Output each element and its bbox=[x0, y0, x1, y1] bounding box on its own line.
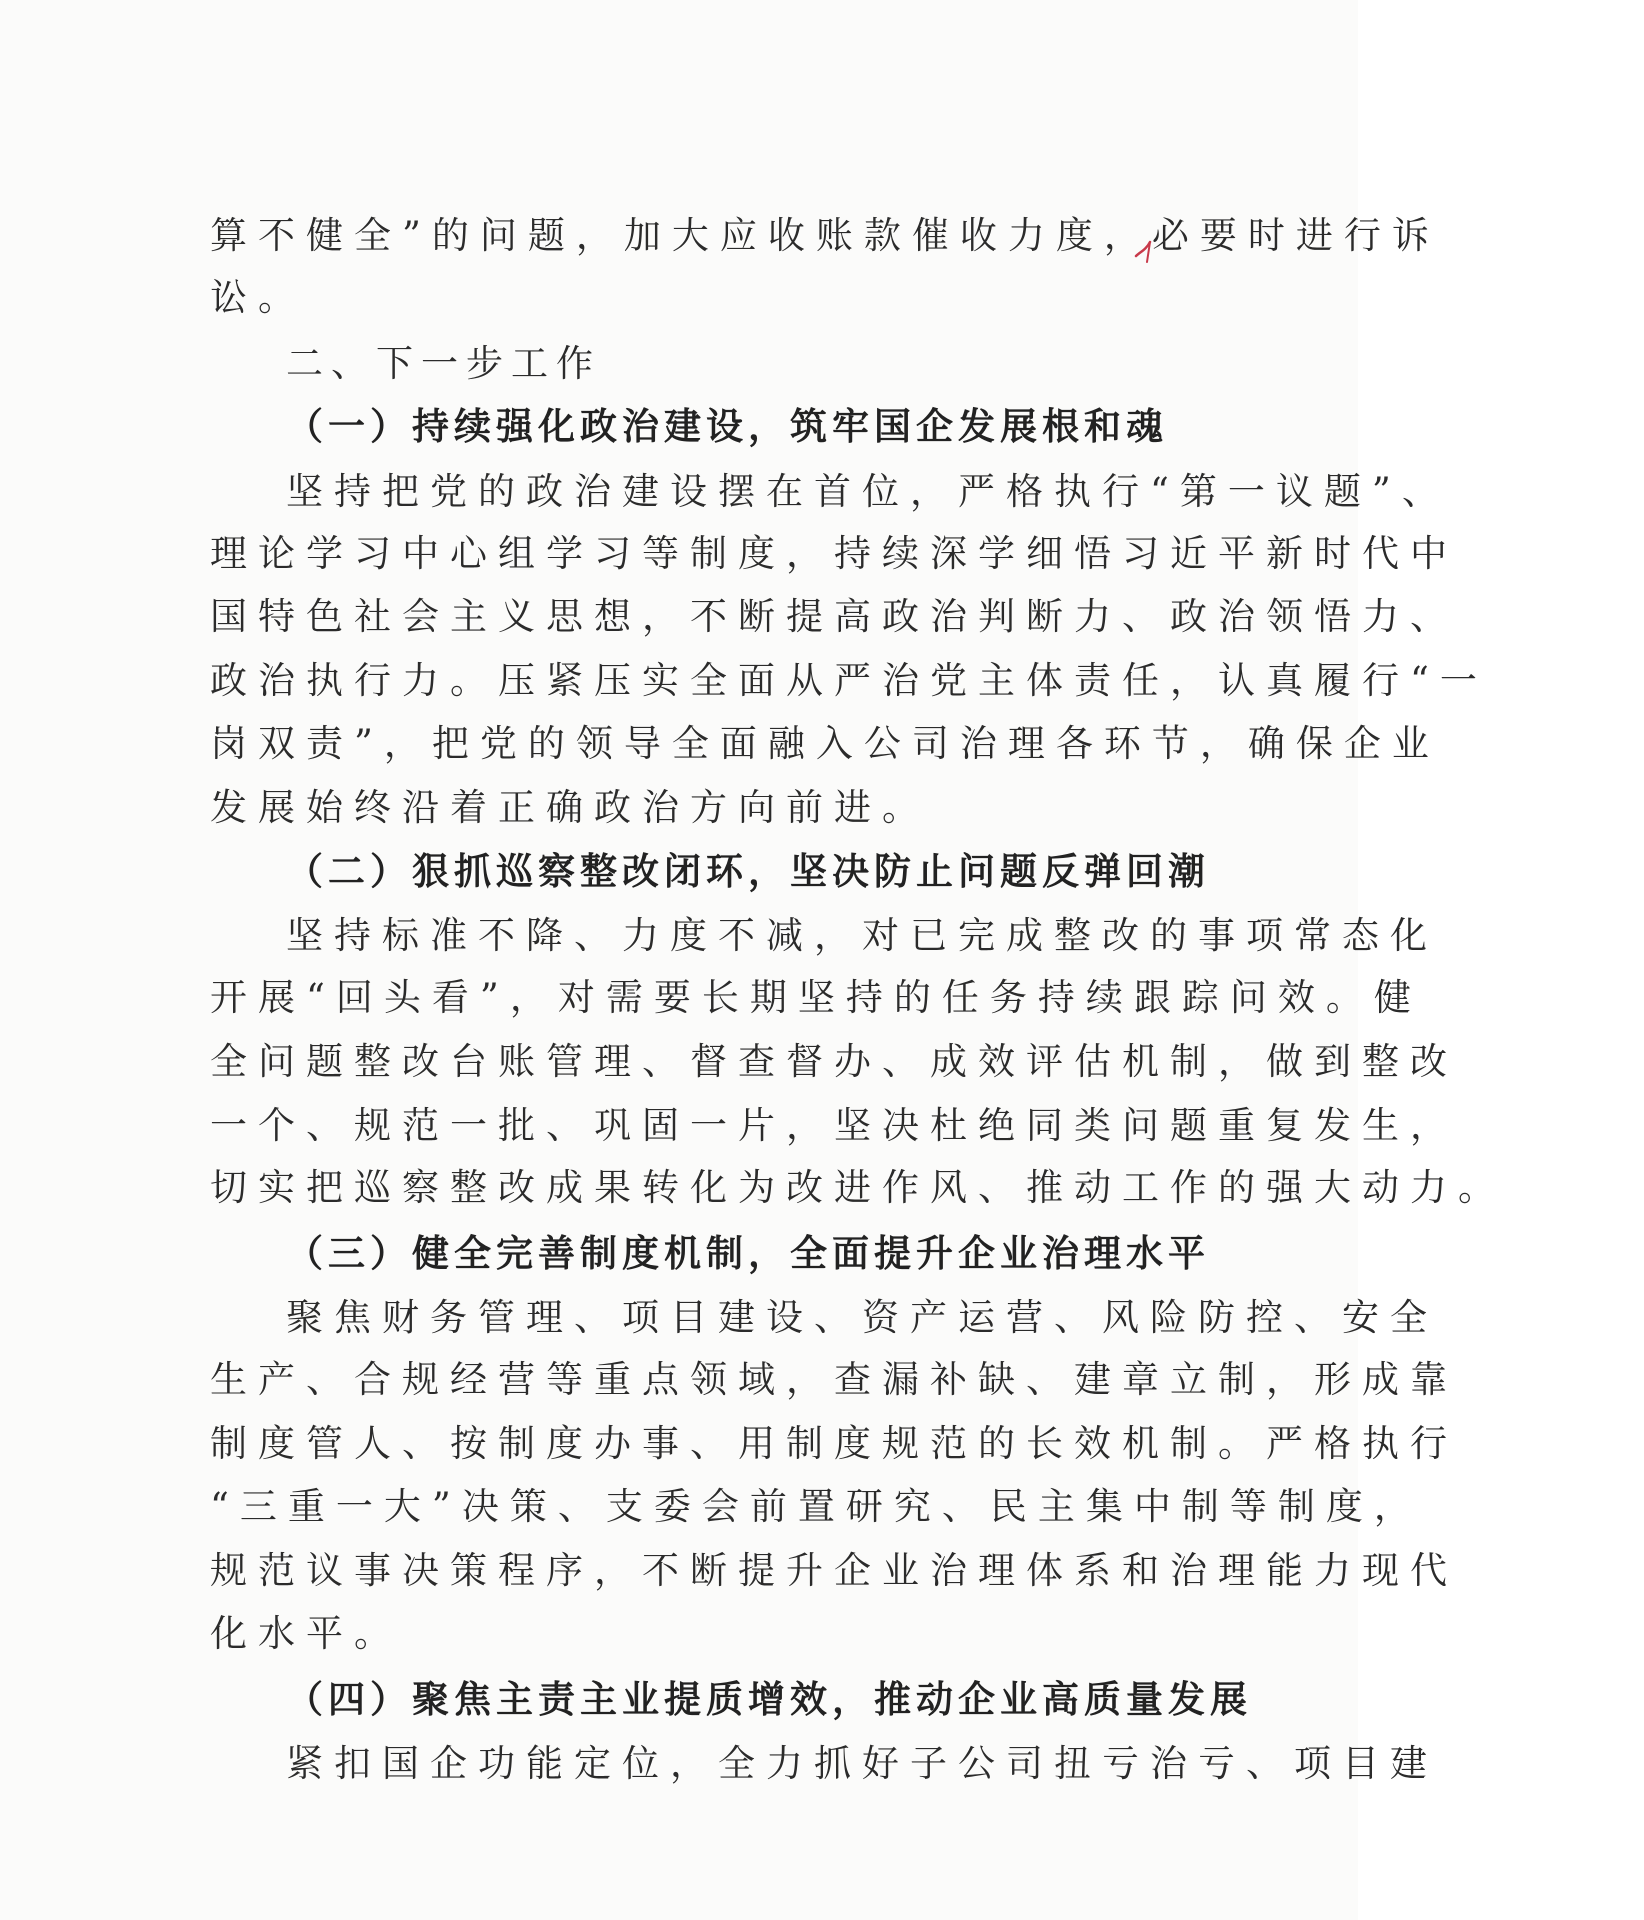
subsection-heading: （一）持续强化政治建设，筑牢国企发展根和魂 bbox=[286, 405, 1168, 448]
subsection-heading: （四）聚焦主责主业提质增效，推动企业高质量发展 bbox=[286, 1678, 1252, 1721]
body-line: 开展“回头看”，对需要长期坚持的任务持续跟踪问效。健 bbox=[210, 976, 1422, 1019]
body-line: 理论学习中心组学习等制度，持续深学细悟习近平新时代中 bbox=[210, 532, 1458, 575]
body-line: 算不健全”的问题，加大应收账款催收力度，必要时进行诉 bbox=[210, 214, 1440, 257]
body-line: 国特色社会主义思想，不断提高政治判断力、政治领悟力、 bbox=[210, 595, 1458, 638]
body-line: 化水平。 bbox=[210, 1612, 402, 1655]
body-line: 规范议事决策程序，不断提升企业治理体系和治理能力现代 bbox=[210, 1549, 1458, 1592]
body-line: “三重一大”决策、支委会前置研究、民主集中制等制度， bbox=[210, 1485, 1422, 1528]
body-line: 岗双责”，把党的领导全面融入公司治理各环节，确保企业 bbox=[210, 722, 1440, 765]
body-line: 切实把巡察整改成果转化为改进作风、推动工作的强大动力。 bbox=[210, 1166, 1506, 1209]
body-line: 聚焦财务管理、项目建设、资产运营、风险防控、安全 bbox=[286, 1296, 1438, 1339]
subsection-heading: （二）狠抓巡察整改闭环，坚决防止问题反弹回潮 bbox=[286, 850, 1210, 893]
body-line: 发展始终沿着正确政治方向前进。 bbox=[210, 786, 930, 829]
subsection-heading: （三）健全完善制度机制，全面提升企业治理水平 bbox=[286, 1232, 1210, 1275]
body-line: 全问题整改台账管理、督查督办、成效评估机制，做到整改 bbox=[210, 1040, 1458, 1083]
body-line: 一个、规范一批、巩固一片，坚决杜绝同类问题重复发生， bbox=[210, 1104, 1458, 1147]
red-pen-mark-icon bbox=[1130, 232, 1160, 268]
body-line: 坚持标准不降、力度不减，对已完成整改的事项常态化 bbox=[286, 914, 1438, 957]
body-line: 坚持把党的政治建设摆在首位，严格执行“第一议题”、 bbox=[286, 470, 1450, 513]
body-line: 讼。 bbox=[210, 276, 306, 319]
section-heading: 二、下一步工作 bbox=[286, 342, 601, 385]
body-line: 紧扣国企功能定位，全力抓好子公司扭亏治亏、项目建 bbox=[286, 1742, 1438, 1785]
body-line: 生产、合规经营等重点领域，查漏补缺、建章立制，形成靠 bbox=[210, 1358, 1458, 1401]
body-line: 制度管人、按制度办事、用制度规范的长效机制。严格执行 bbox=[210, 1422, 1458, 1465]
body-line: 政治执行力。压紧压实全面从严治党主体责任，认真履行“一 bbox=[210, 659, 1488, 702]
